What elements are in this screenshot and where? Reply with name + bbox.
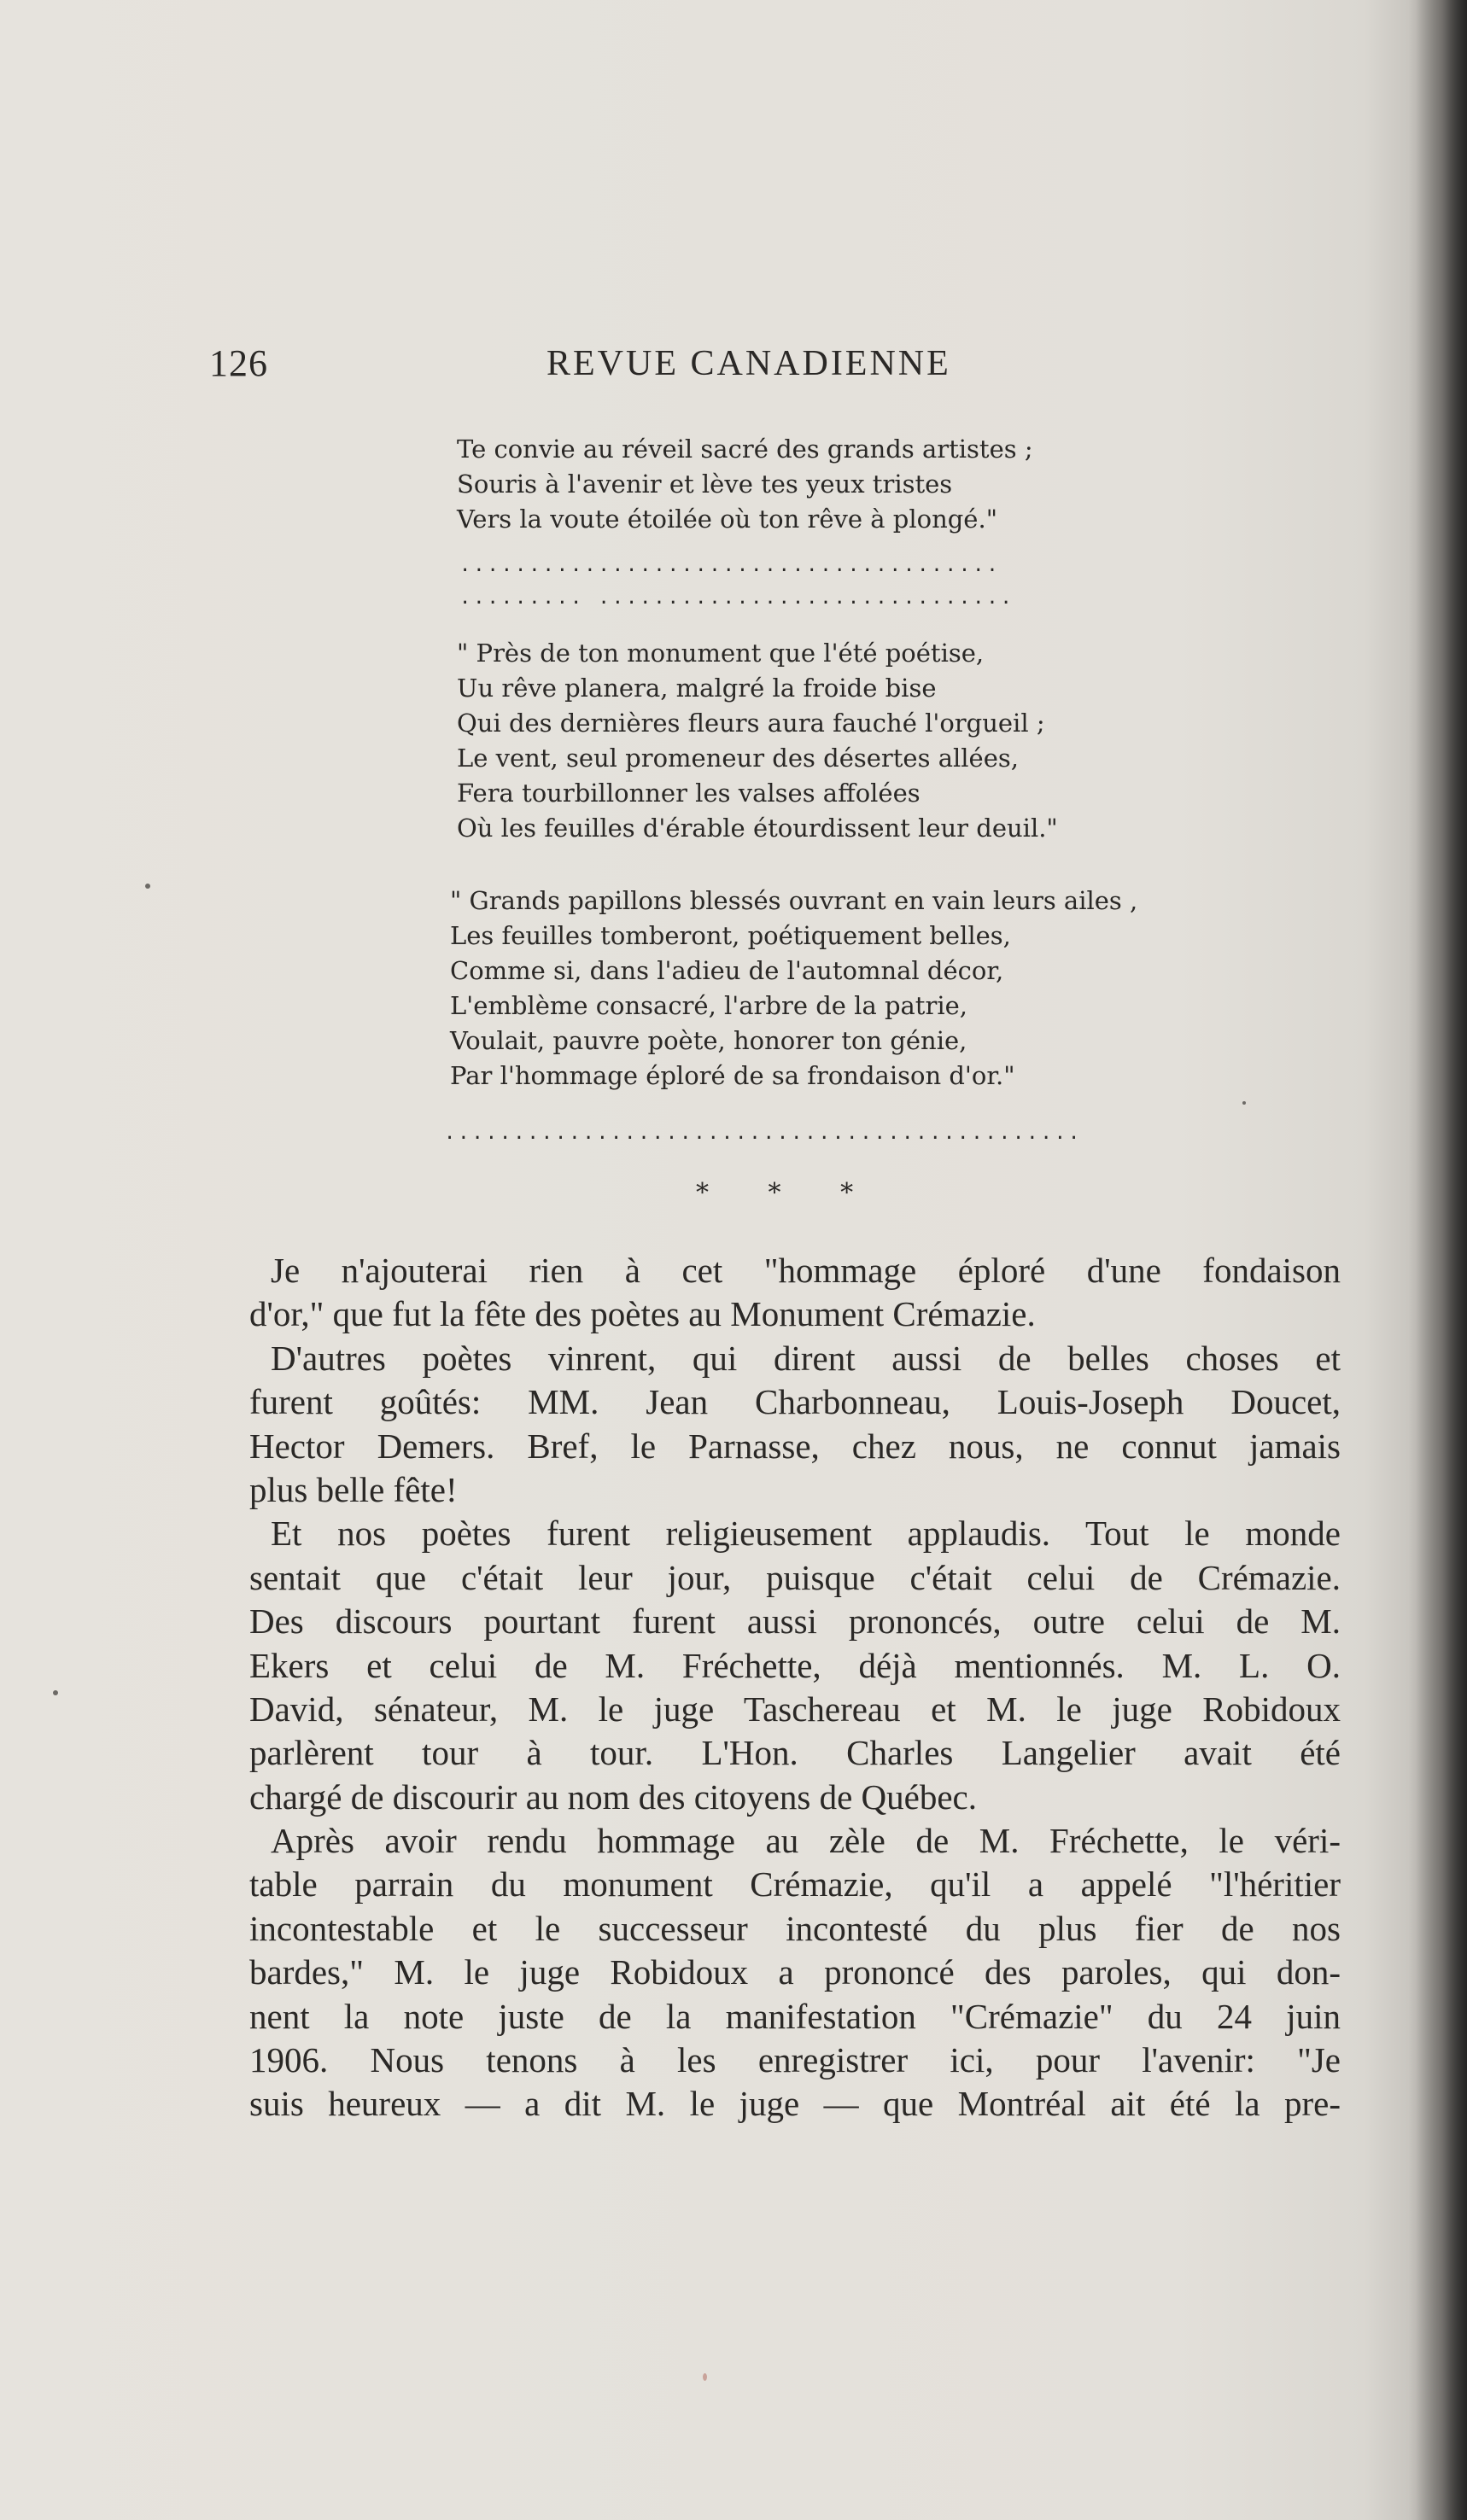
paper-speck bbox=[1242, 1101, 1246, 1105]
prose-body bbox=[249, 1249, 1341, 2126]
poem-line: Fera tourbillonner les valses affolées bbox=[457, 779, 921, 808]
poem-line: Souris à l'avenir et lève tes yeux tristes bbox=[457, 470, 953, 499]
prose-line: nent la note juste de la manifestation "Crémazie" du 24 juin bbox=[249, 1996, 1341, 2036]
paper-speck bbox=[703, 2373, 707, 2381]
prose-line: parlèrent tour à tour. L'Hon. Charles Langelier avait été bbox=[249, 1733, 1341, 1773]
poem-line: Vers la voute étoilée où ton rêve à plongé." bbox=[457, 505, 998, 534]
prose-line: plus belle fête! bbox=[249, 1469, 458, 1509]
poem-line: Le vent, seul promeneur des désertes allées, bbox=[457, 744, 1019, 773]
prose-line: suis heureux — a dit M. le juge — que Montréal ait été la pre- bbox=[249, 2084, 1341, 2124]
poem-line: Uu rêve planera, malgré la froide bise bbox=[457, 674, 937, 703]
page-header bbox=[209, 341, 1012, 393]
poem-line: Par l'hommage éploré de sa frondaison d'or." bbox=[450, 1061, 1015, 1090]
poem-line: " Grands papillons blessés ouvrant en vain leurs ailes , bbox=[450, 886, 1138, 915]
prose-line: Et nos poètes furent religieusement applaudis. Tout le monde bbox=[271, 1514, 1341, 1554]
prose-line: table parrain du monument Crémazie, qu'il a appelé "l'héritier bbox=[249, 1864, 1341, 1905]
prose-line: Hector Demers. Bref, le Parnasse, chez nous, ne connut jamais bbox=[249, 1426, 1341, 1466]
prose-line: 1906. Nous tenons à les enregistrer ici, pour l'avenir: "Je bbox=[249, 2040, 1341, 2080]
prose-line: chargé de discourir au nom des citoyens de Québec. bbox=[249, 1776, 977, 1817]
poem-stanza-2 bbox=[457, 636, 1058, 846]
paper-speck bbox=[145, 884, 150, 889]
poem-line: Les feuilles tomberont, poétiquement belles, bbox=[450, 921, 1011, 950]
poem-stanza-1 bbox=[457, 432, 1033, 537]
paper-speck bbox=[53, 1690, 58, 1695]
book-binding-edge bbox=[1416, 0, 1467, 2520]
ellipsis-line: ....................................... bbox=[459, 555, 1001, 576]
poem-line: Où les feuilles d'érable étourdissent leur deuil." bbox=[457, 814, 1058, 843]
running-title: REVUE CANADIENNE bbox=[546, 344, 951, 383]
poem-stanza-3 bbox=[450, 884, 1137, 1094]
ellipsis-line: ......... .............................. bbox=[459, 587, 1014, 609]
prose-line: Ekers et celui de M. Fréchette, déjà mentionnés. M. L. O. bbox=[249, 1645, 1341, 1685]
section-asterisks: * * * bbox=[696, 1178, 880, 1208]
prose-line: D'autres poètes vinrent, qui dirent aussi de belles choses et bbox=[271, 1338, 1341, 1378]
prose-line: sentait que c'était leur jour, puisque c'était celui de Crémazie. bbox=[249, 1557, 1341, 1597]
prose-line: Je n'ajouterai rien à cet "hommage éploré d'une fondaison bbox=[271, 1251, 1341, 1290]
prose-line: bardes," M. le juge Robidoux a prononcé des paroles, qui don- bbox=[249, 1952, 1341, 1992]
prose-line: furent goûtés: MM. Jean Charbonneau, Louis-Joseph Doucet, bbox=[249, 1382, 1341, 1422]
poem-line: L'emblème consacré, l'arbre de la patrie, bbox=[450, 991, 967, 1020]
poem-line: Comme si, dans l'adieu de l'automnal décor, bbox=[450, 956, 1004, 985]
prose-line: incontestable et le successeur incontesté du plus fier de nos bbox=[249, 1908, 1341, 1948]
prose-line: Des discours pourtant furent aussi prononcés, outre celui de M. bbox=[249, 1601, 1341, 1642]
prose-line: d'or," que fut la fête des poètes au Monument Crémazie. bbox=[249, 1294, 1036, 1334]
page-number: 126 bbox=[209, 342, 268, 384]
poem-line: Te convie au réveil sacré des grands artistes ; bbox=[457, 435, 1033, 464]
prose-line: David, sénateur, M. le juge Taschereau et M. le juge Robidoux bbox=[249, 1689, 1341, 1729]
prose-line: Après avoir rendu hommage au zèle de M. Fréchette, le véri- bbox=[271, 1821, 1341, 1861]
ellipsis-line: .............................................. bbox=[444, 1123, 1083, 1144]
poem-line: Voulait, pauvre poète, honorer ton génie, bbox=[450, 1026, 967, 1055]
poem-line: Qui des dernières fleurs aura fauché l'orgueil ; bbox=[457, 709, 1045, 738]
poem-line: " Près de ton monument que l'été poétise, bbox=[457, 639, 985, 668]
